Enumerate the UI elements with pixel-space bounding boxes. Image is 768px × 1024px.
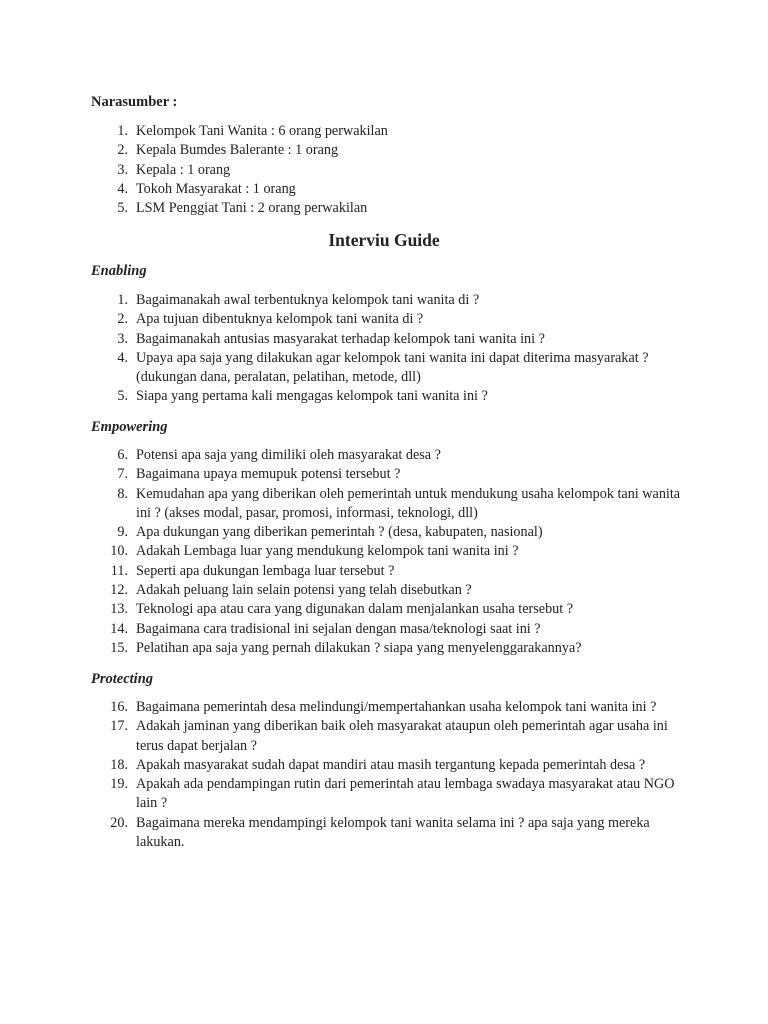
list-number: 7.: [117, 466, 128, 483]
protecting-list: [0, 698, 684, 852]
list-item: [0, 180, 684, 199]
narasumber-label: Narasumber :: [91, 94, 178, 110]
section-heading-enabling: Enabling: [91, 263, 147, 279]
list-text: Bagaimana pemerintah desa melindungi/mempertahankan usaha kelompok tani wanita ini ?: [136, 699, 657, 715]
list-number: 15.: [110, 639, 128, 656]
list-text: Seperti apa dukungan lembaga luar tersebut ?: [136, 562, 395, 579]
list-number: 20.: [110, 814, 128, 831]
list-item: [0, 639, 684, 658]
list-text: Kepala : 1 orang: [136, 161, 231, 178]
list-number: 12.: [110, 582, 128, 599]
list-text: Adakah peluang lain selain potensi yang telah disebutkan ?: [136, 582, 472, 599]
list-item: [0, 775, 684, 814]
list-text: Teknologi apa atau cara yang digunakan dalam menjalankan usaha tersebut ?: [136, 601, 574, 618]
list-item: [0, 122, 684, 141]
list-item: [0, 717, 684, 756]
list-number: 2.: [117, 142, 128, 159]
list-text: Bagaimanakah awal terbentuknya kelompok tani wanita di ?: [136, 292, 480, 308]
list-number: 17.: [110, 718, 128, 735]
list-number: 8.: [117, 485, 128, 502]
list-text: Kepala Bumdes Balerante : 1 orang: [136, 142, 339, 159]
list-number: 1.: [117, 292, 128, 308]
list-item: [0, 141, 684, 160]
list-item: [0, 465, 684, 484]
list-text: Bagaimanakah antusias masyarakat terhadap kelompok tani wanita ini ?: [136, 330, 545, 347]
list-number: 1.: [117, 123, 128, 139]
list-text: Potensi apa saja yang dimiliki oleh masyarakat desa ?: [136, 447, 441, 463]
list-number: 4.: [117, 180, 128, 197]
list-text: Apa dukungan yang diberikan pemerintah ? (desa, kabupaten, nasional): [136, 524, 543, 541]
list-item: [0, 310, 684, 329]
page-title: Interviu Guide: [328, 230, 440, 250]
list-number: 9.: [117, 524, 128, 541]
list-item: [0, 620, 684, 639]
list-text: LSM Penggiat Tani : 2 orang perwakilan: [136, 200, 368, 217]
list-number: 18.: [110, 756, 128, 773]
list-number: 14.: [110, 620, 128, 637]
list-item: [0, 756, 684, 775]
list-item: [0, 349, 684, 388]
empowering-list: [0, 446, 684, 658]
list-number: 16.: [110, 699, 128, 715]
list-text: Apakah ada pendampingan rutin dari pemerintah atau lembaga swadaya masyarakat atau NGO lain ?: [136, 776, 675, 812]
list-item: [0, 523, 684, 542]
enabling-list: [0, 291, 684, 407]
narasumber-list: [0, 122, 684, 218]
list-item: [0, 542, 684, 561]
list-item: [0, 814, 684, 853]
list-number: 13.: [110, 601, 128, 618]
list-item: [0, 600, 684, 619]
list-text: Tokoh Masyarakat : 1 orang: [136, 180, 296, 197]
list-text: Bagaimana upaya memupuk potensi tersebut ?: [136, 466, 401, 483]
list-item: [0, 485, 684, 524]
list-number: 3.: [117, 161, 128, 178]
list-text: Pelatihan apa saja yang pernah dilakukan ? siapa yang menyelenggarakannya?: [136, 639, 582, 656]
list-item: [0, 581, 684, 600]
section-heading-empowering: Empowering: [91, 419, 168, 435]
list-text: Bagaimana cara tradisional ini sejalan dengan masa/teknologi saat ini ?: [136, 620, 541, 637]
list-text: Upaya apa saja yang dilakukan agar kelompok tani wanita ini dapat diterima masyarakat ? (dukungan dana, peralatan, pelatihan, metode, dll): [136, 349, 649, 386]
list-text: Siapa yang pertama kali mengagas kelompok tani wanita ini ?: [136, 388, 488, 405]
list-number: 6.: [117, 447, 128, 463]
list-number: 4.: [117, 349, 128, 366]
list-text: Adakah jaminan yang diberikan baik oleh masyarakat ataupun oleh pemerintah agar usaha ini terus dapat berjalan ?: [136, 718, 668, 754]
section-heading-protecting: Protecting: [91, 671, 154, 687]
list-item: [0, 562, 684, 581]
list-item: [0, 161, 684, 180]
list-text: Apakah masyarakat sudah dapat mandiri atau masih tergantung kepada pemerintah desa ?: [136, 756, 646, 773]
list-number: 5.: [117, 388, 128, 405]
list-text: Adakah Lembaga luar yang mendukung kelompok tani wanita ini ?: [136, 543, 519, 560]
list-number: 5.: [117, 200, 128, 217]
list-number: 19.: [110, 776, 128, 793]
list-text: Apa tujuan dibentuknya kelompok tani wanita di ?: [136, 311, 424, 328]
list-text: Kelompok Tani Wanita : 6 orang perwakilan: [136, 123, 388, 139]
list-item: [0, 330, 684, 349]
list-text: Kemudahan apa yang diberikan oleh pemerintah untuk mendukung usaha kelompok tani wanita ini ? (akses modal, pasar, promosi, informasi, teknologi, dll): [136, 485, 681, 521]
list-text: Bagaimana mereka mendampingi kelompok tani wanita selama ini ? apa saja yang mereka lakukan.: [136, 814, 650, 851]
list-number: 2.: [117, 311, 128, 328]
list-item: [0, 387, 684, 406]
list-item: [0, 291, 684, 310]
list-item: [0, 199, 684, 218]
list-item: [0, 446, 684, 465]
list-number: 11.: [110, 562, 128, 579]
list-item: [0, 698, 684, 717]
list-number: 10.: [110, 543, 128, 560]
list-number: 3.: [117, 330, 128, 347]
